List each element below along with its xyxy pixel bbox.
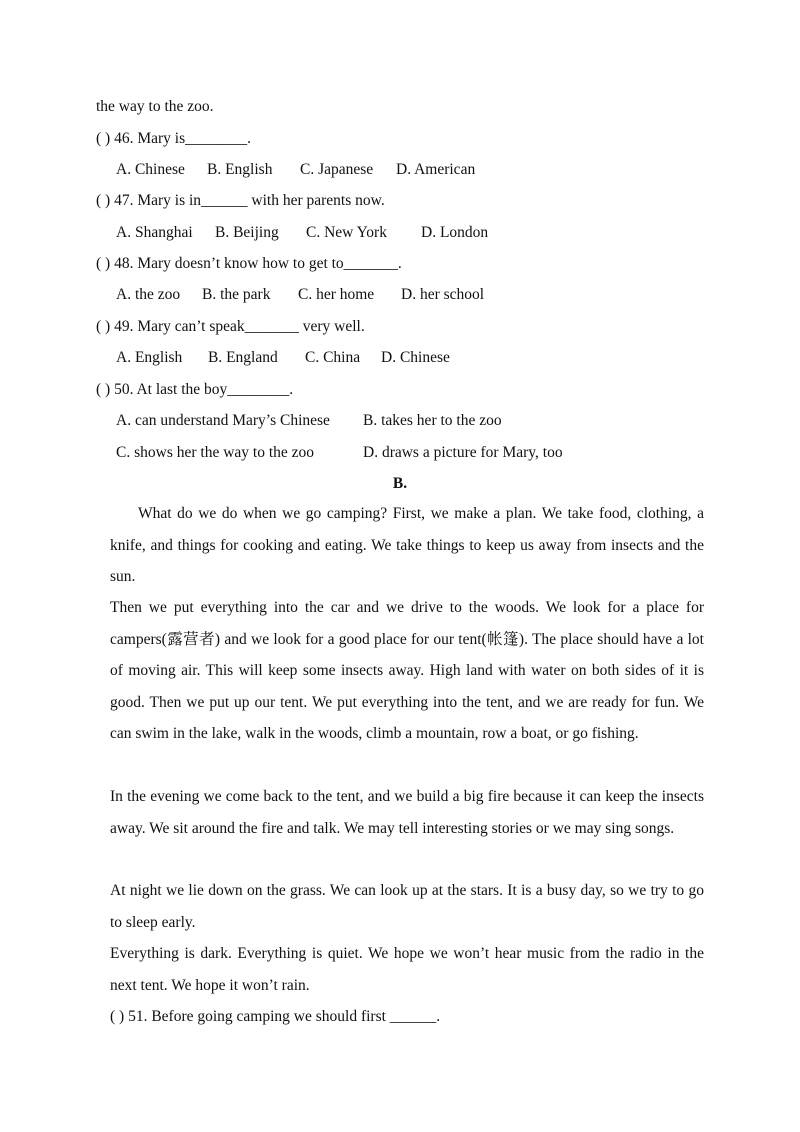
option-46-c: C. Japanese bbox=[300, 161, 374, 178]
question-48: ( ) 48. Mary doesn’t know how to get to_______. bbox=[96, 255, 402, 272]
question-49: ( ) 49. Mary can’t speak_______ very well. bbox=[96, 318, 365, 335]
option-47-b: B. Beijing bbox=[215, 224, 279, 241]
question-46: ( ) 46. Mary is________. bbox=[96, 130, 251, 147]
option-46-d: D. American bbox=[396, 161, 476, 178]
passage-b-paragraph-5: Everything is dark. Everything is quiet. We hope we won’t hear music from the radio in the next tent. We hope it won’t rain. bbox=[110, 945, 704, 994]
option-48-c: C. her home bbox=[298, 286, 375, 303]
option-49-c: C. China bbox=[305, 349, 361, 366]
option-50-a: A. can understand Mary’s Chinese bbox=[116, 412, 330, 429]
option-49-d: D. Chinese bbox=[381, 349, 450, 366]
passage-b-paragraph-1: What do we do when we go camping? First, we make a plan. We take food, clothing, a knife, and things for cooking and eating. We take things to keep us away from insects and the sun. bbox=[110, 505, 704, 586]
question-50: ( ) 50. At last the boy________. bbox=[96, 381, 294, 398]
option-50-d: D. draws a picture for Mary, too bbox=[363, 444, 563, 461]
question-47: ( ) 47. Mary is in______ with her parents now. bbox=[96, 192, 385, 209]
option-49-b: B. England bbox=[208, 349, 278, 366]
question-51: ( ) 51. Before going camping we should first ______. bbox=[110, 1008, 441, 1025]
option-47-c: C. New York bbox=[306, 224, 387, 241]
section-b-title: B. bbox=[392, 475, 408, 492]
option-46-b: B. English bbox=[207, 161, 273, 178]
option-50-c: C. shows her the way to the zoo bbox=[116, 444, 315, 461]
option-47-a: A. Shanghai bbox=[116, 224, 193, 241]
intro-tail: the way to the zoo. bbox=[96, 98, 214, 115]
option-48-a: A. the zoo bbox=[116, 286, 181, 303]
passage-b-paragraph-4: At night we lie down on the grass. We can look up at the stars. It is a busy day, so we try to go to sleep early. bbox=[110, 882, 704, 931]
option-50-b: B. takes her to the zoo bbox=[363, 412, 502, 429]
passage-b-paragraph-2: Then we put everything into the car and we drive to the woods. We look for a place for campers(露营者) and we look for a good place for our tent(帐篷). The place should have a lot of moving air. This will keep some insects away. High land with water on both sides of it is good. Then we put up our tent. We put everything into the tent, and we are ready for fun. We can swim in the lake, walk in the woods, climb a mountain, row a boat, or go fishing. bbox=[110, 599, 704, 743]
option-49-a: A. English bbox=[116, 349, 183, 366]
option-48-b: B. the park bbox=[202, 286, 271, 303]
option-46-a: A. Chinese bbox=[116, 161, 185, 178]
option-48-d: D. her school bbox=[401, 286, 485, 303]
option-47-d: D. London bbox=[421, 224, 489, 241]
passage-b-paragraph-3: In the evening we come back to the tent, and we build a big fire because it can keep the insects away. We sit around the fire and talk. We may tell interesting stories or we may sing songs. bbox=[110, 788, 704, 837]
